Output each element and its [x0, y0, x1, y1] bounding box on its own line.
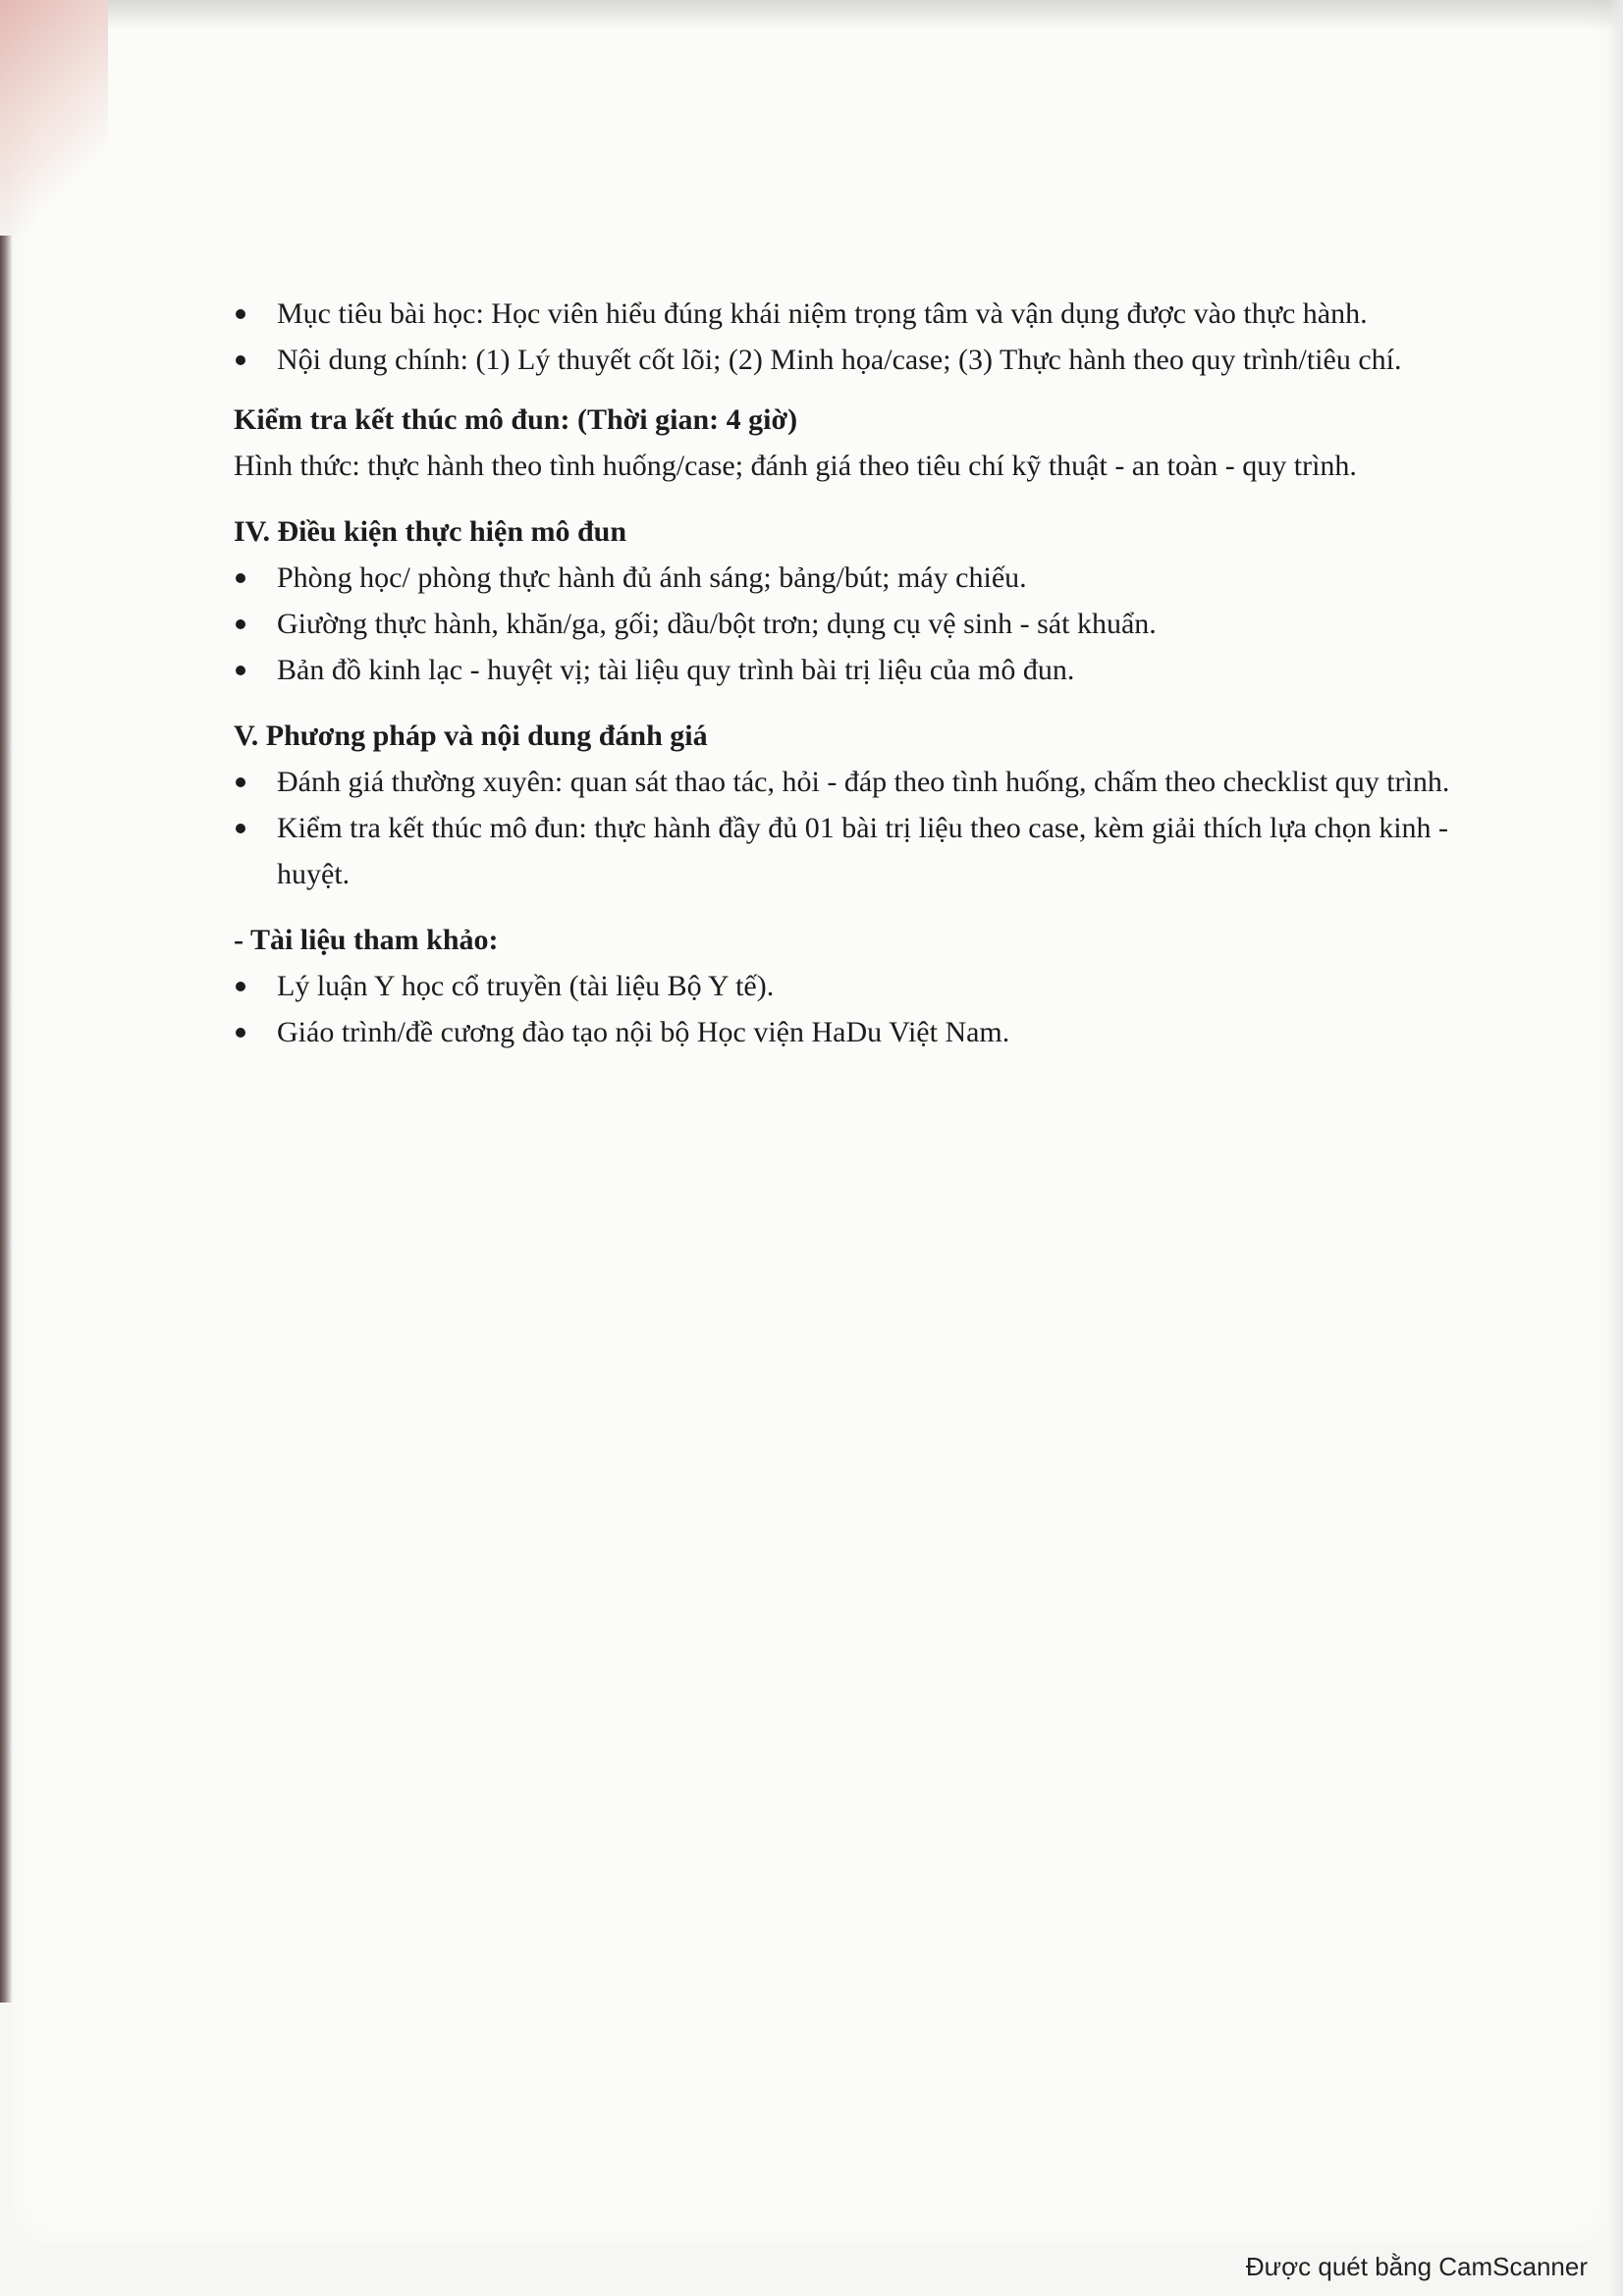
- bullet-icon: [236, 573, 245, 583]
- reference-text: Lý luận Y học cổ truyền (tài liệu Bộ Y tế).: [277, 970, 775, 1002]
- list-item: [234, 601, 1471, 647]
- list-item: [234, 1009, 1471, 1055]
- lesson-content-text: Nội dung chính: (1) Lý thuyết cốt lõi; (2) Minh họa/case; (3) Thực hành theo quy trình/tiêu chí.: [277, 344, 1402, 376]
- page-corner-tint: [0, 0, 108, 236]
- bullet-icon: [236, 777, 245, 787]
- bullet-icon: [236, 1028, 245, 1038]
- final-exam-text: Hình thức: thực hành theo tình huống/case; đánh giá theo tiêu chí kỹ thuật - an toàn - quy trình.: [234, 450, 1357, 482]
- bullet-icon: [236, 666, 245, 675]
- bullet-icon: [236, 982, 245, 991]
- binding-edge: [0, 236, 12, 2002]
- assessment-text: Kiểm tra kết thúc mô đun: thực hành đầy đủ 01 bài trị liệu theo case, kèm giải thích lựa chọn kinh - huyệt.: [277, 812, 1449, 890]
- assessment-heading: V. Phương pháp và nội dung đánh giá: [234, 720, 708, 752]
- list-item: [234, 337, 1471, 383]
- list-item: [234, 647, 1471, 693]
- bullet-icon: [236, 824, 245, 833]
- list-item: [234, 805, 1471, 897]
- lesson-bullet-list: [234, 291, 1471, 383]
- final-exam-section: [234, 397, 1471, 489]
- right-edge-shadow: [1609, 0, 1623, 2296]
- condition-text: Bản đồ kinh lạc - huyệt vị; tài liệu quy trình bài trị liệu của mô đun.: [277, 654, 1075, 686]
- list-item: [234, 291, 1471, 337]
- bullet-icon: [236, 309, 245, 319]
- assessment-list: [234, 759, 1471, 897]
- bullet-icon: [236, 355, 245, 365]
- references-section: [234, 917, 1471, 1055]
- list-item: [234, 759, 1471, 805]
- document-body: [234, 291, 1471, 1055]
- references-heading: - Tài liệu tham khảo:: [234, 924, 499, 956]
- conditions-heading: IV. Điều kiện thực hiện mô đun: [234, 515, 627, 548]
- condition-text: Giường thực hành, khăn/ga, gối; dầu/bột trơn; dụng cụ vệ sinh - sát khuẩn.: [277, 608, 1157, 640]
- top-shadow: [0, 0, 1623, 29]
- conditions-section: [234, 508, 1471, 693]
- list-item: [234, 555, 1471, 601]
- reference-text: Giáo trình/đề cương đào tạo nội bộ Học viện HaDu Việt Nam.: [277, 1016, 1010, 1048]
- conditions-list: [234, 555, 1471, 693]
- lesson-objective-text: Mục tiêu bài học: Học viên hiểu đúng khái niệm trọng tâm và vận dụng được vào thực hành.: [277, 297, 1368, 330]
- references-list: [234, 963, 1471, 1055]
- list-item: [234, 963, 1471, 1009]
- bullet-icon: [236, 619, 245, 629]
- camscanner-watermark: Được quét bằng CamScanner: [1245, 2252, 1588, 2281]
- assessment-section: [234, 713, 1471, 897]
- condition-text: Phòng học/ phòng thực hành đủ ánh sáng; bảng/bút; máy chiếu.: [277, 561, 1027, 594]
- final-exam-heading: Kiểm tra kết thúc mô đun: (Thời gian: 4 giờ): [234, 403, 798, 436]
- assessment-text: Đánh giá thường xuyên: quan sát thao tác, hỏi - đáp theo tình huống, chấm theo checklist quy trình.: [277, 766, 1450, 798]
